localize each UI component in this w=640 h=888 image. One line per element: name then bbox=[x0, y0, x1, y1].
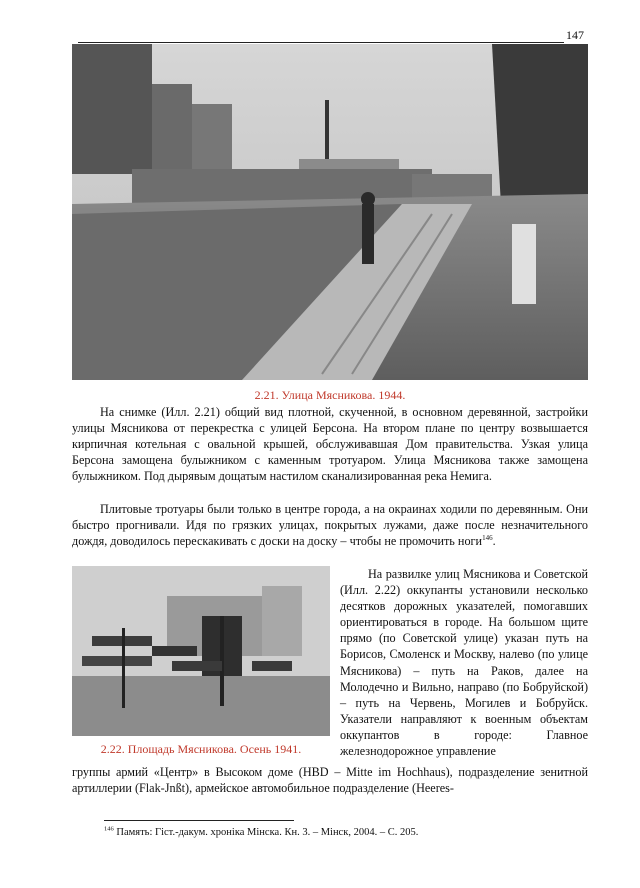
photo-street-view bbox=[72, 44, 588, 380]
figure-caption-2-22: 2.22. Площадь Мясникова. Осень 1941. bbox=[100, 742, 302, 756]
header-rule bbox=[78, 42, 564, 43]
footnote-rule bbox=[104, 820, 294, 821]
street-photo-image bbox=[72, 44, 588, 380]
page-number: 147 bbox=[566, 28, 584, 42]
footnote bbox=[104, 826, 584, 839]
photo-square-signposts bbox=[72, 566, 330, 736]
footnote-reference[interactable]: 146 bbox=[482, 534, 493, 543]
paragraph-2-text: Плитовые тротуары были только в центре города, а на окраинах ходили по деревянным. Они быстро прогнивали. Идя по грязких улицах, покрытых лужами, даже после незначительного дождя, доводилось перескакивать с доски на доску – чтобы не промочить ноги bbox=[72, 502, 588, 549]
square-photo-image bbox=[72, 566, 330, 736]
paragraph-2 bbox=[72, 501, 588, 549]
figure-caption-2-21: 2.21. Улица Мясникова. 1944. bbox=[254, 388, 406, 402]
paragraph-2-end: . bbox=[492, 534, 496, 549]
paragraph-3-continued: группы армий «Центр» в Высоком доме (HBD – Mitte im Hochhaus), подразделение зенитной артиллерии (Flak-Jnßt), армейское автомобильное подразделение (Heeres- bbox=[72, 765, 588, 796]
paragraph-1: На снимке (Илл. 2.21) общий вид плотной, скученной, в основном деревянной, застройки улицы Мясникова от перекрестка с улицей Берсона. На втором плане по центру возвышается кирпичная котельная с овальной крышей, обслуживавшая Дом правительства. Узкая улица Берсона замощена булыжником с каменным тротуаром. Улица Мясникова также замощена булыжником. Под дырявым дощатым настилом сканализированная река Немига. bbox=[72, 405, 588, 484]
footnote-number: 146 bbox=[104, 825, 114, 833]
footnote-text: Память: Гіст.-дакум. хроніка Мінска. Кн. 3. – Мінск, 2004. – С. 205. bbox=[113, 827, 419, 838]
paragraph-3: На развилке улиц Мясникова и Советской (Илл. 2.22) оккупанты установили несколько десятков дорожных указателей, помогавших ориентироваться в городе. На большом щите прямо (по Советской улице) указан путь на Борисов, Смоленск и Москву, налево (по улице Мясникова) – путь на Раков, далее на Молодечно и Вильно, направо (по Бобруйской) – путь на Червень, Могилев и Бобруйск. Указатели направляют к военным объектам оккупантов в городе: Главное железнодорожное управление bbox=[340, 567, 588, 759]
